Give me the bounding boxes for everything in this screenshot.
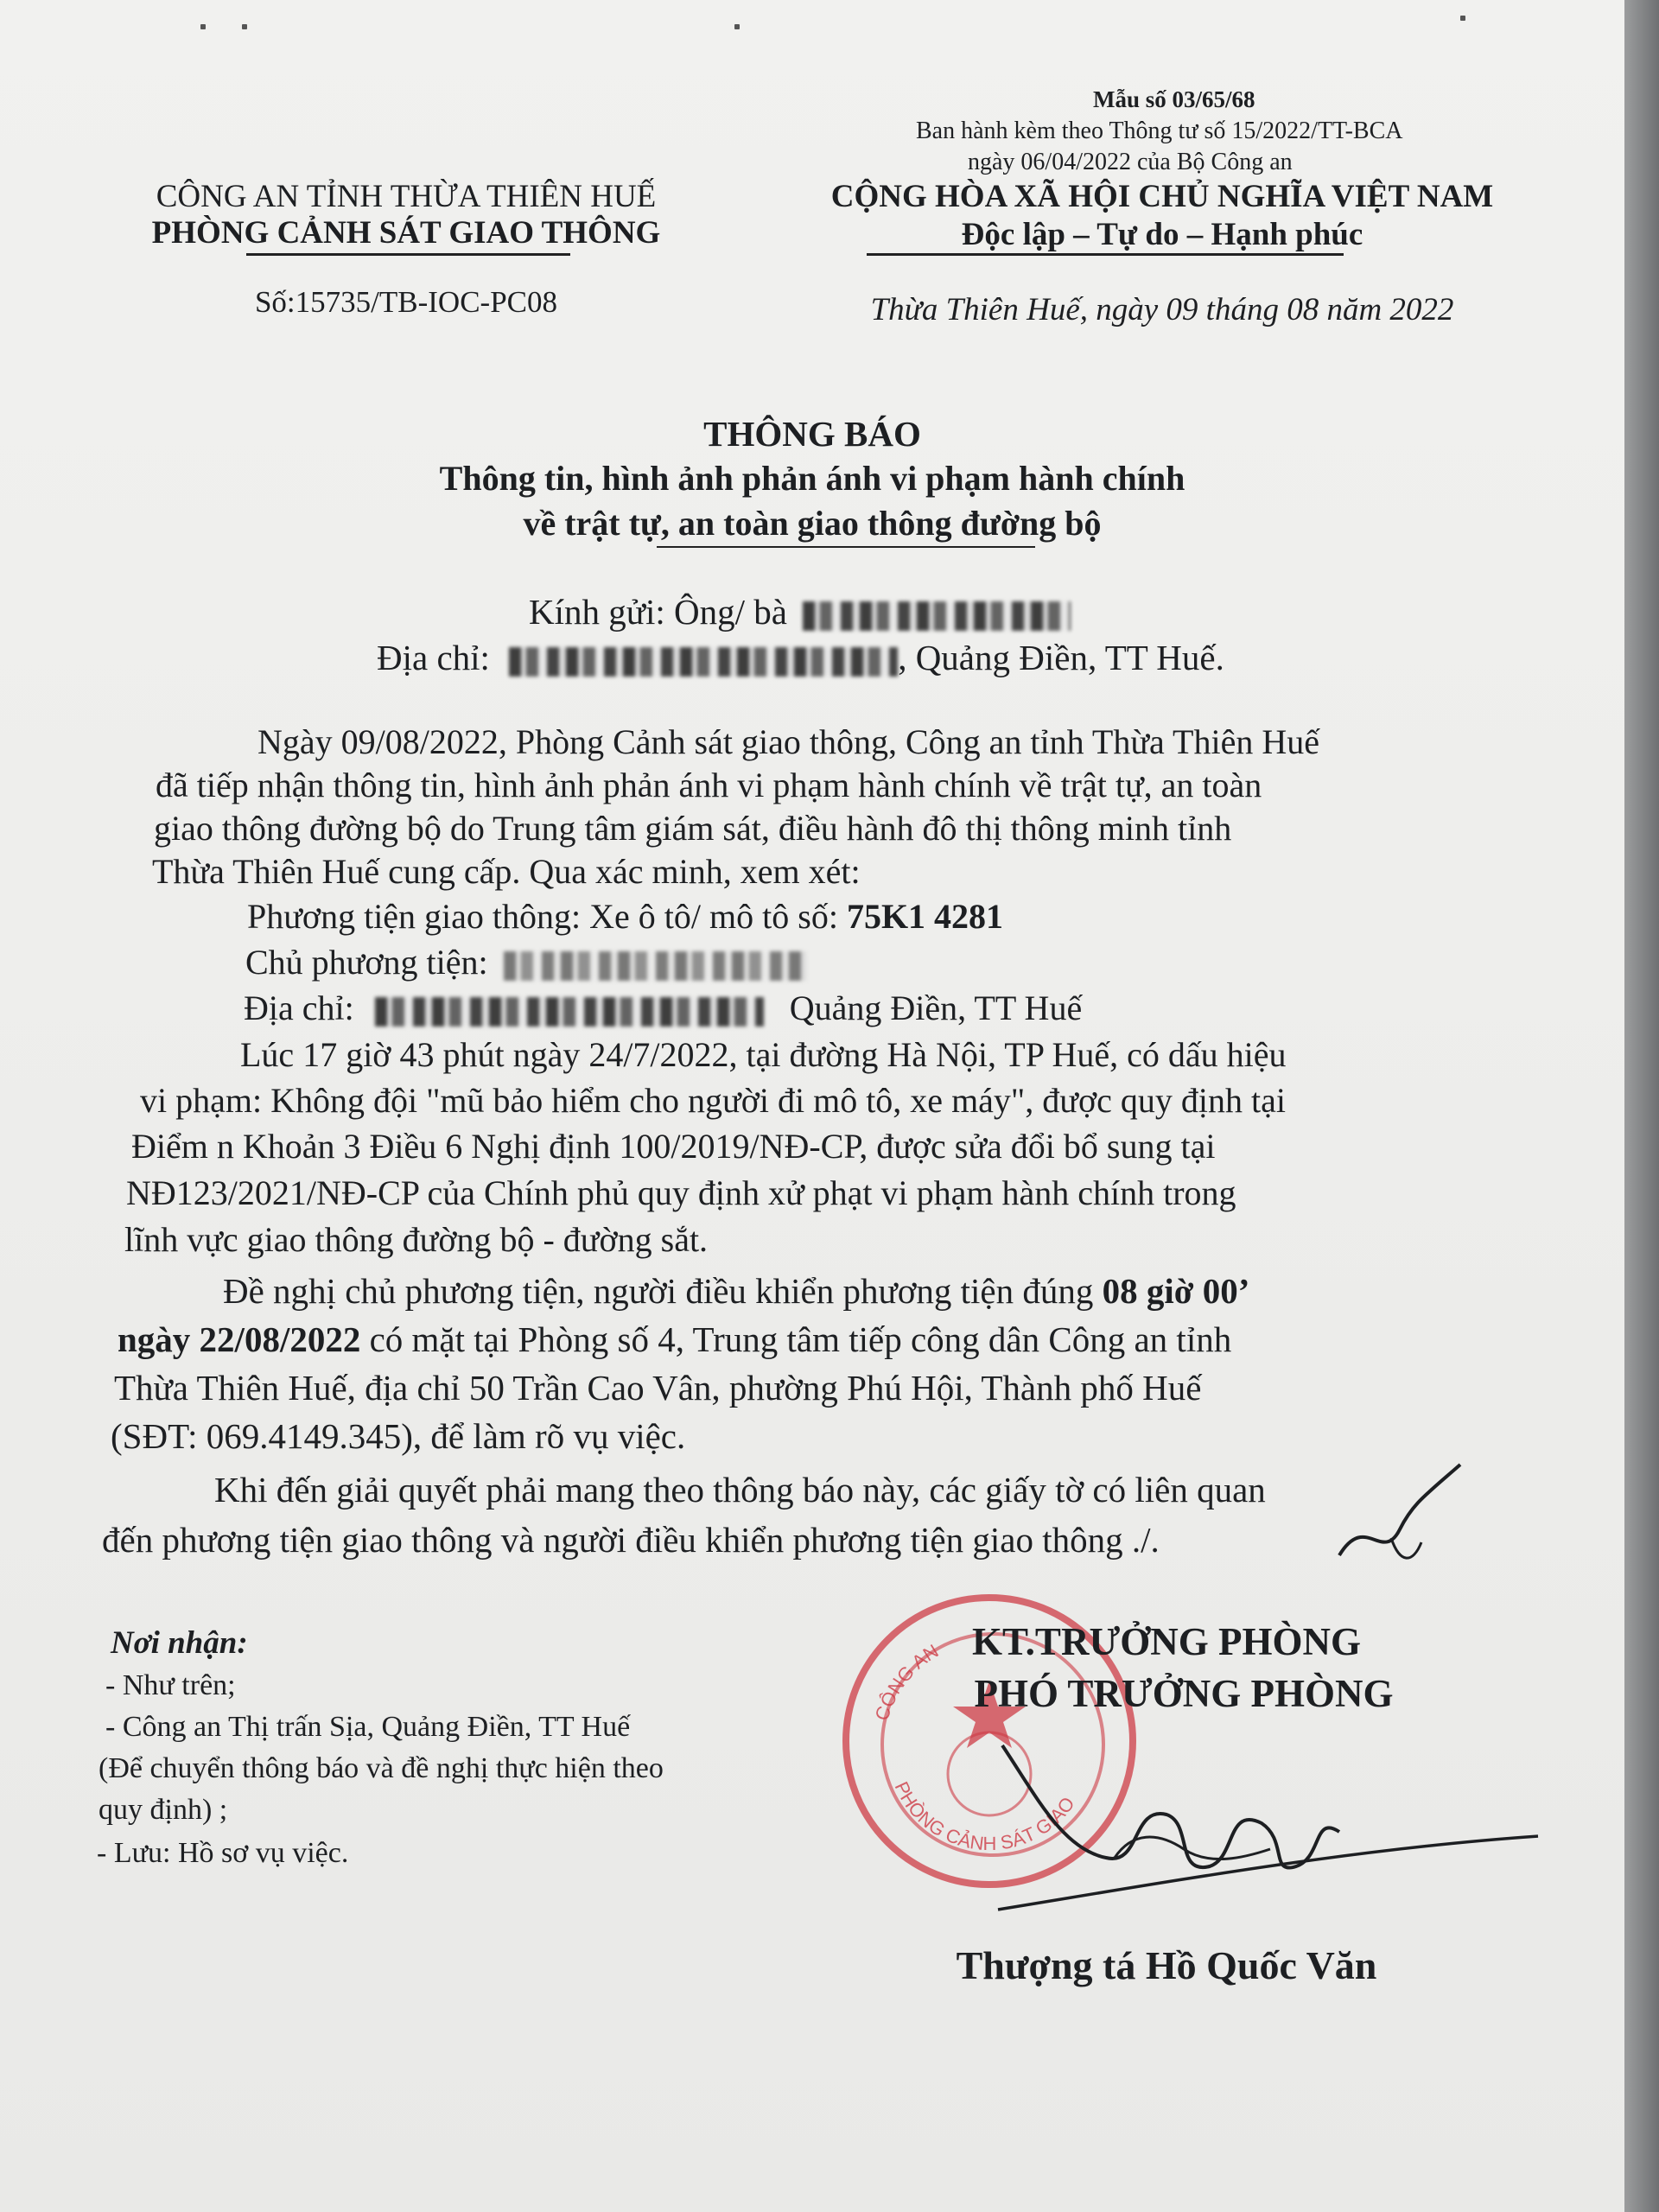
owner-address-line — [244, 988, 1082, 1028]
owner-label: Chủ phương tiện: — [245, 943, 488, 982]
recipient-address — [377, 637, 1224, 678]
dot-mark — [200, 24, 206, 29]
body-p4-line2: đến phương tiện giao thông và người điều khiển phương tiện giao thông ./. — [102, 1520, 1160, 1560]
dot-mark — [1460, 16, 1465, 21]
dot-mark — [734, 24, 740, 29]
body-p2-line3: Điểm n Khoản 3 Điều 6 Nghị định 100/2019/NĐ-CP, được sửa đổi bổ sung tại — [131, 1127, 1216, 1166]
appointment-time: 08 giờ 00’ — [1102, 1271, 1250, 1311]
national-motto: Độc lập – Tự do – Hạnh phúc — [961, 217, 1363, 252]
body-p1-line4: Thừa Thiên Huế cung cấp. Qua xác minh, xem xét: — [152, 852, 861, 891]
redacted-owner — [504, 951, 806, 981]
background-edge — [1624, 0, 1659, 2212]
stamp-bottom-text: PHÒNG CẢNH SÁT GIAO — [890, 1778, 1079, 1855]
body-p2-line5: lĩnh vực giao thông đường bộ - đường sắt. — [124, 1220, 709, 1259]
handwritten-signature — [985, 1728, 1555, 1927]
body-p2-line1: Lúc 17 giờ 43 phút ngày 24/7/2022, tại đường Hà Nội, TP Huế, có dấu hiệu — [240, 1035, 1287, 1074]
initials-scribble — [1331, 1460, 1469, 1581]
title-underline — [657, 546, 1035, 548]
recipients-label: Nơi nhận: — [111, 1625, 248, 1661]
agency-name: CÔNG AN TỈNH THỪA THIÊN HUẾ — [156, 179, 657, 214]
department-name: PHÒNG CẢNH SÁT GIAO THÔNG — [151, 215, 661, 251]
body-p3-line2 — [118, 1319, 1231, 1360]
body-p2-line4: NĐ123/2021/NĐ-CP của Chính phủ quy định xử phạt vi phạm hành chính trong — [126, 1173, 1236, 1212]
recipients-item-4: quy định) ; — [99, 1794, 228, 1826]
recipients-item-2: - Công an Thị trấn Sịa, Quảng Điền, TT Huế — [105, 1711, 631, 1743]
owner-line — [245, 942, 806, 982]
department-underline — [246, 253, 570, 256]
body-p3-line1-text: Đề nghị chủ phương tiện, người điều khiển phương tiện đúng — [223, 1271, 1103, 1311]
body-p3-line3: Thừa Thiên Huế, địa chỉ 50 Trần Cao Vân, phường Phú Hội, Thành phố Huế — [114, 1368, 1202, 1408]
body-p3-line1 — [223, 1270, 1249, 1312]
body-p3-line2-text: có mặt tại Phòng số 4, Trung tâm tiếp công dân Công an tỉnh — [360, 1319, 1232, 1359]
body-p1-line2: đã tiếp nhận thông tin, hình ảnh phản ánh vi phạm hành chính về trật tự, an toàn — [156, 766, 1262, 804]
redacted-address — [509, 647, 898, 677]
owner-address-tail: Quảng Điền, TT Huế — [789, 988, 1083, 1027]
appointment-date: ngày 22/08/2022 — [118, 1319, 361, 1359]
signatory-name: Thượng tá Hồ Quốc Văn — [956, 1943, 1377, 1987]
redacted-owner-address — [375, 997, 764, 1027]
form-issued-line1: Ban hành kèm theo Thông tư số 15/2022/TT-BCA — [916, 118, 1403, 144]
document-number: Số:15735/TB-IOC-PC08 — [254, 285, 558, 319]
dot-mark — [242, 24, 247, 29]
owner-address-label: Địa chỉ: — [244, 988, 354, 1027]
stamp-top-text: CÔNG AN — [870, 1639, 943, 1724]
signature-title-1: KT.TRƯỞNG PHÒNG — [972, 1620, 1361, 1663]
recipients-item-1: - Như trên; — [105, 1669, 236, 1701]
vehicle-label: Phương tiện giao thông: Xe ô tô/ mô tô số: — [247, 897, 847, 936]
license-plate: 75K1 4281 — [846, 897, 1004, 936]
vehicle-line — [247, 896, 1003, 937]
notice-subtitle-1: Thông tin, hình ảnh phản ánh vi phạm hành chính — [439, 459, 1185, 498]
redacted-name — [803, 601, 1071, 631]
signature-title-2: PHÓ TRƯỞNG PHÒNG — [974, 1672, 1394, 1715]
form-code: Mẫu số 03/65/68 — [1093, 86, 1255, 112]
place-date: Thừa Thiên Huế, ngày 09 tháng 08 năm 2022 — [870, 292, 1454, 327]
recipients-item-3: (Để chuyển thông báo và đề nghị thực hiện theo — [99, 1752, 664, 1784]
recipient-address-label: Địa chỉ: — [377, 638, 490, 677]
body-p2-line2: vi phạm: Không đội "mũ bảo hiểm cho người đi mô tô, xe máy", được quy định tại — [140, 1081, 1286, 1120]
recipients-item-5: - Lưu: Hồ sơ vụ việc. — [97, 1837, 349, 1869]
body-p1-line3: giao thông đường bộ do Trung tâm giám sát, điều hành đô thị thông minh tỉnh — [154, 809, 1232, 848]
notice-subtitle-2: về trật tự, an toàn giao thông đường bộ — [523, 504, 1102, 543]
recipient-address-tail: , Quảng Điền, TT Huế. — [898, 638, 1224, 677]
body-p1-line1: Ngày 09/08/2022, Phòng Cảnh sát giao thông, Công an tỉnh Thừa Thiên Huế — [257, 722, 1319, 761]
notice-heading: THÔNG BÁO — [703, 414, 921, 454]
recipient-greeting-text: Kính gửi: Ông/ bà — [529, 592, 787, 632]
body-p3-line4: (SĐT: 069.4149.345), để làm rõ vụ việc. — [111, 1416, 686, 1456]
form-issued-line2: ngày 06/04/2022 của Bộ Công an — [968, 149, 1293, 175]
recipient-greeting — [529, 591, 1071, 632]
motto-underline — [867, 253, 1344, 256]
body-p4-line1: Khi đến giải quyết phải mang theo thông báo này, các giấy tờ có liên quan — [214, 1470, 1266, 1510]
nation-name: CỘNG HÒA XÃ HỘI CHỦ NGHĨA VIỆT NAM — [830, 179, 1494, 214]
